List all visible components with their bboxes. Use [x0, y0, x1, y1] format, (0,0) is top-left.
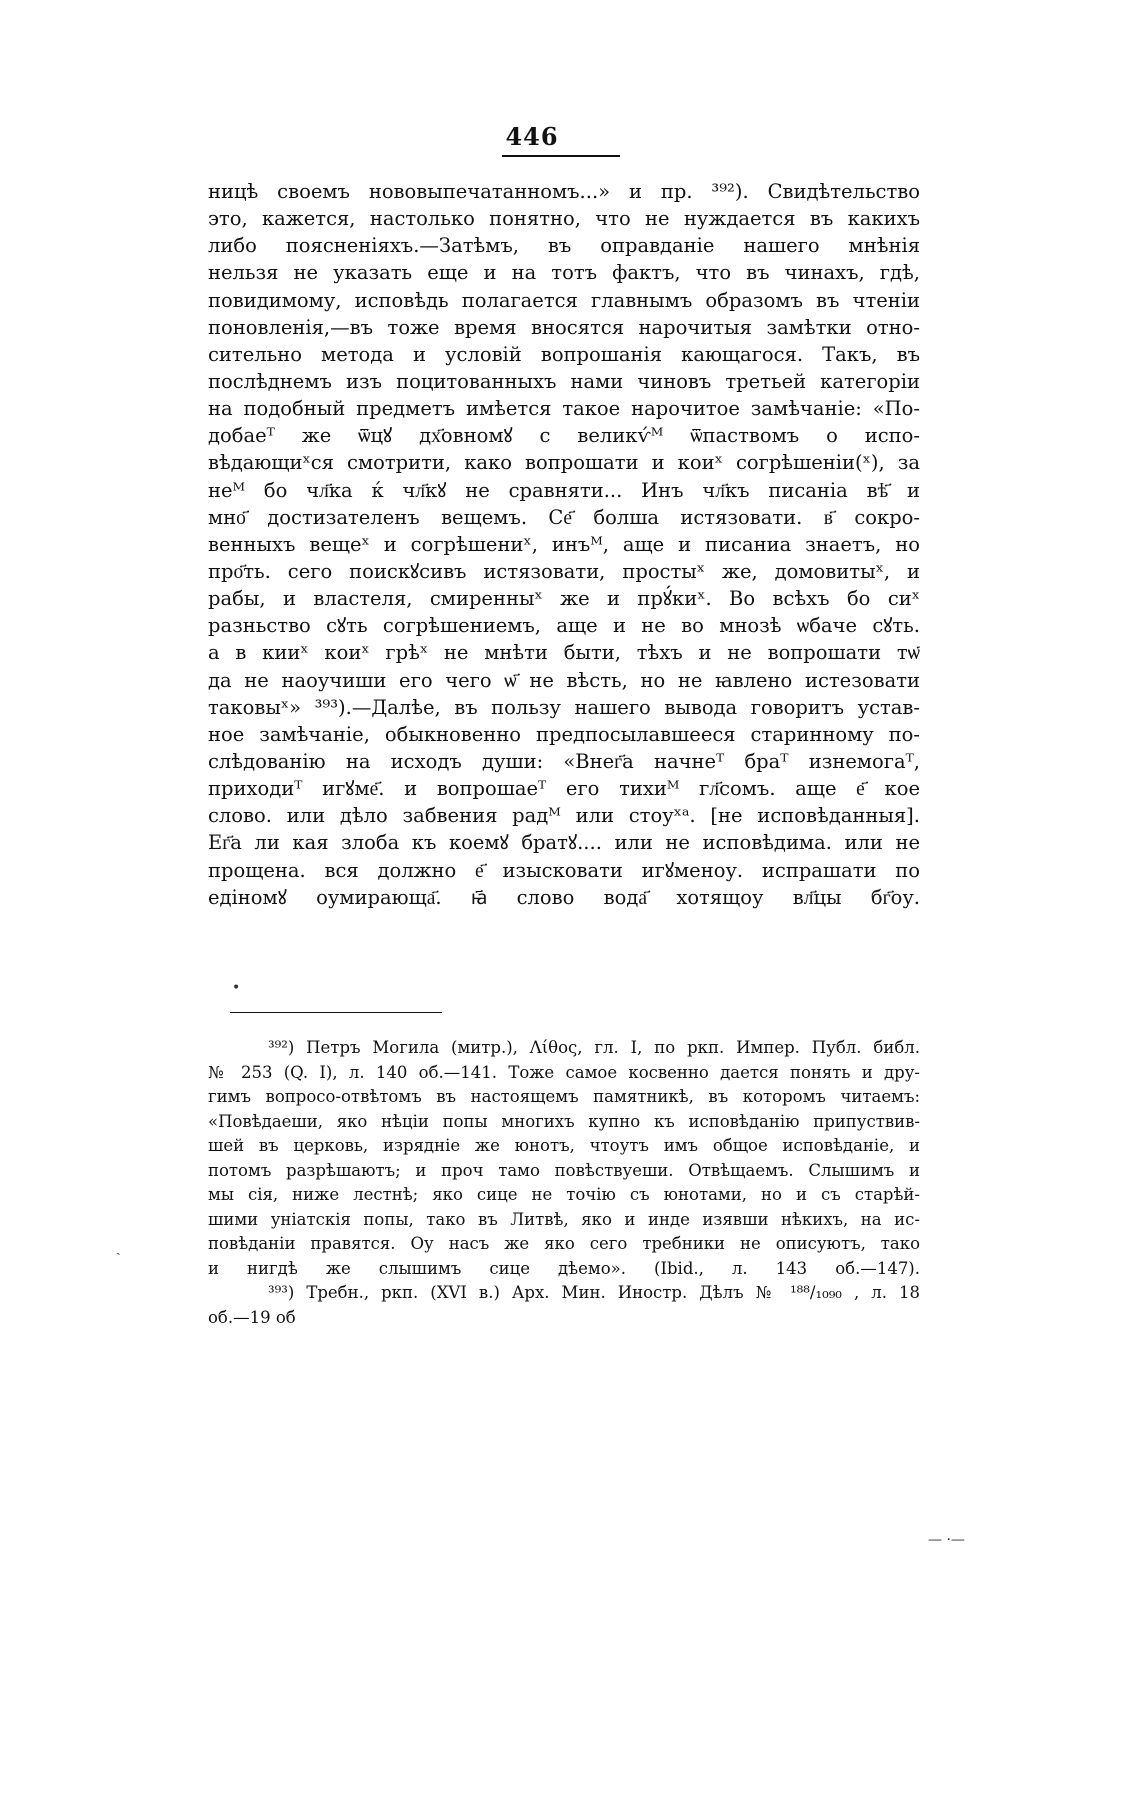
- text-line: про҃ть. сего поискꙋсивъ истязовати, простыˣ же, домовитыˣ, и: [208, 559, 920, 583]
- text-line: венныхъ вещеˣ и согрѣшениˣ, инъᴹ, аще и писаниа знаетъ, но: [208, 532, 920, 556]
- footnote-392-line: № 253 (Q. I), л. 140 об.—141. Тоже самое косвенно дается понять и дру-: [208, 1062, 920, 1082]
- footnote-392-line: потомъ разрѣшаютъ; и проч тамо повѣствуеши. Отвѣщаемъ. Слышимъ и: [208, 1160, 920, 1180]
- footnote-392-line: мы сія, ниже лестнѣ; яко сице не точію съ юнотами, но и съ старѣй-: [208, 1185, 920, 1204]
- footnote-392-line: гимъ вопросо-отвѣтомъ въ настоящемъ памятникѣ, въ которомъ читаемъ:: [208, 1087, 920, 1106]
- footnote-392-line: ³⁹²) Петръ Могила (митр.), Λίθος, гл. I, по ркп. Импер. Публ. библ.: [268, 1038, 920, 1057]
- stray-dot-mark: •: [232, 980, 241, 996]
- footnote-separator: [230, 1012, 442, 1013]
- text-line: на подобный предметъ имѣется такое нарочитое замѣчаніе: «По-: [208, 397, 920, 421]
- text-line: неᴹ бо чл҃ка ќ чл҃кꙋ не сравняти... Инъ чл҃къ писаніа вѣ҃ и: [208, 478, 920, 502]
- text-line: таковыˣ» ³⁹³).—Далѣе, въ пользу нашего вывода говоритъ устав-: [208, 695, 920, 719]
- text-line: едіномꙋ оумирающа҃. ꙗ҃ слово вода҃ хотящоу вл҃цы бг҃оу.: [208, 885, 920, 909]
- text-line: а в кииˣ коиˣ грѣˣ не мнѣти быти, тѣхъ и не вопрошати тѡ҃: [208, 641, 920, 665]
- text-line: слово. или дѣло забвения радᴹ или стоуˣᵃ. [не исповѣданныя].: [208, 804, 920, 828]
- text-line: повидимому, исповѣдь полагается главнымъ образомъ въ чтеніи: [208, 288, 920, 312]
- footnotes: [208, 1036, 920, 1330]
- text-line: мно҃ достизателенъ вещемъ. Се҃ болша истязовати. в҃ сокро-: [208, 505, 920, 529]
- footnote-392-line: шими уніатскія попы, тако въ Литвѣ, яко и инде изявши нѣкихъ, на ис-: [208, 1209, 920, 1229]
- footnote-393-line: ³⁹³) Требн., ркп. (XVI в.) Арх. Мин. Иностр. Дѣлъ № ¹⁸⁸/₁₀₉₀ , л. 18: [268, 1283, 920, 1302]
- text-line: сительно метода и условій вопрошанія кающагося. Такъ, въ: [208, 342, 920, 366]
- footnote-392-line: повѣданіи правятся. Оу насъ же яко сего требники не описуютъ, тако: [208, 1234, 920, 1253]
- text-line: разньство сꙋть согрѣшениемъ, аще и не во мнозѣ ѡбаче сꙋть.: [208, 614, 920, 638]
- page-number-underline: [502, 155, 620, 157]
- text-line: приходиᵀ игꙋме҃. и вопрошаеᵀ его тихиᴹ гл҃сомъ. аще е҃ кое: [208, 777, 920, 801]
- text-line: нельзя не указать еще и на тотъ фактъ, что въ чинахъ, гдѣ,: [208, 261, 920, 285]
- text-line: либо поясненіяхъ.—Затѣмъ, въ оправданіе нашего мнѣнія: [208, 234, 920, 258]
- footnote-393-line: об.—19 об: [208, 1307, 296, 1327]
- text-line: да не наоучиши его чего ѡ҃ не вѣсть, но не ꙗвлено истезовати: [208, 668, 920, 692]
- footnote-392-line: и нигдѣ же слышимъ сице дѣемо». (Ibid., л. 143 об.—147).: [208, 1258, 920, 1278]
- footnote-392-line: шей въ церковь, изрядніе же юнотъ, чтоутъ имъ общое исповѣданіе, и: [208, 1136, 920, 1155]
- main-text: [208, 178, 920, 911]
- text-line: вѣдающиˣся смотрити, како вопрошати и коиˣ согрѣшеніи(ˣ), за: [208, 451, 920, 475]
- text-line: поновленія,—въ тоже время вносятся нарочитыя замѣтки отно-: [208, 315, 920, 339]
- stray-corner-mark: — ·—: [928, 1532, 965, 1548]
- text-line: это, кажется, настолько понятно, что не нуждается въ какихъ: [208, 207, 920, 231]
- page-number: 446: [505, 122, 559, 151]
- text-line: послѣднемъ изъ поцитованныхъ нами чиновъ третьей категоріи: [208, 369, 920, 393]
- text-line: рабы, и властеля, смиренныˣ же и прꙋ́киˣ. Во всѣхъ бо сиˣ: [208, 587, 920, 611]
- footnote-392-line: «Повѣдаеши, яко нѣціи попы многихъ купно къ исповѣданію припуствив-: [208, 1111, 920, 1131]
- text-line: слѣдованію на исходъ души: «Внег҃а начнеᵀ браᵀ изнемогаᵀ,: [208, 749, 920, 773]
- text-line: прощена. вся должно е҃ изысковати игꙋменоу. испрашати по: [208, 858, 920, 882]
- text-line: Ег҃а ли кая злоба къ коемꙋ братꙋ.... или не исповѣдима. или не: [208, 831, 920, 855]
- text-line: ное замѣчаніе, обыкновенно предпосылавшееся старинному по-: [208, 722, 920, 746]
- text-line: добаеᵀ же ѿцꙋ дх҃овномꙋ с великѵ́ᴹ ѿпаствомъ о испо-: [208, 424, 920, 448]
- stray-tick-mark: ˎ: [116, 1240, 121, 1256]
- text-line: ницѣ своемъ нововыпечатанномъ...» и пр. ³⁹²). Свидѣтельство: [208, 180, 920, 203]
